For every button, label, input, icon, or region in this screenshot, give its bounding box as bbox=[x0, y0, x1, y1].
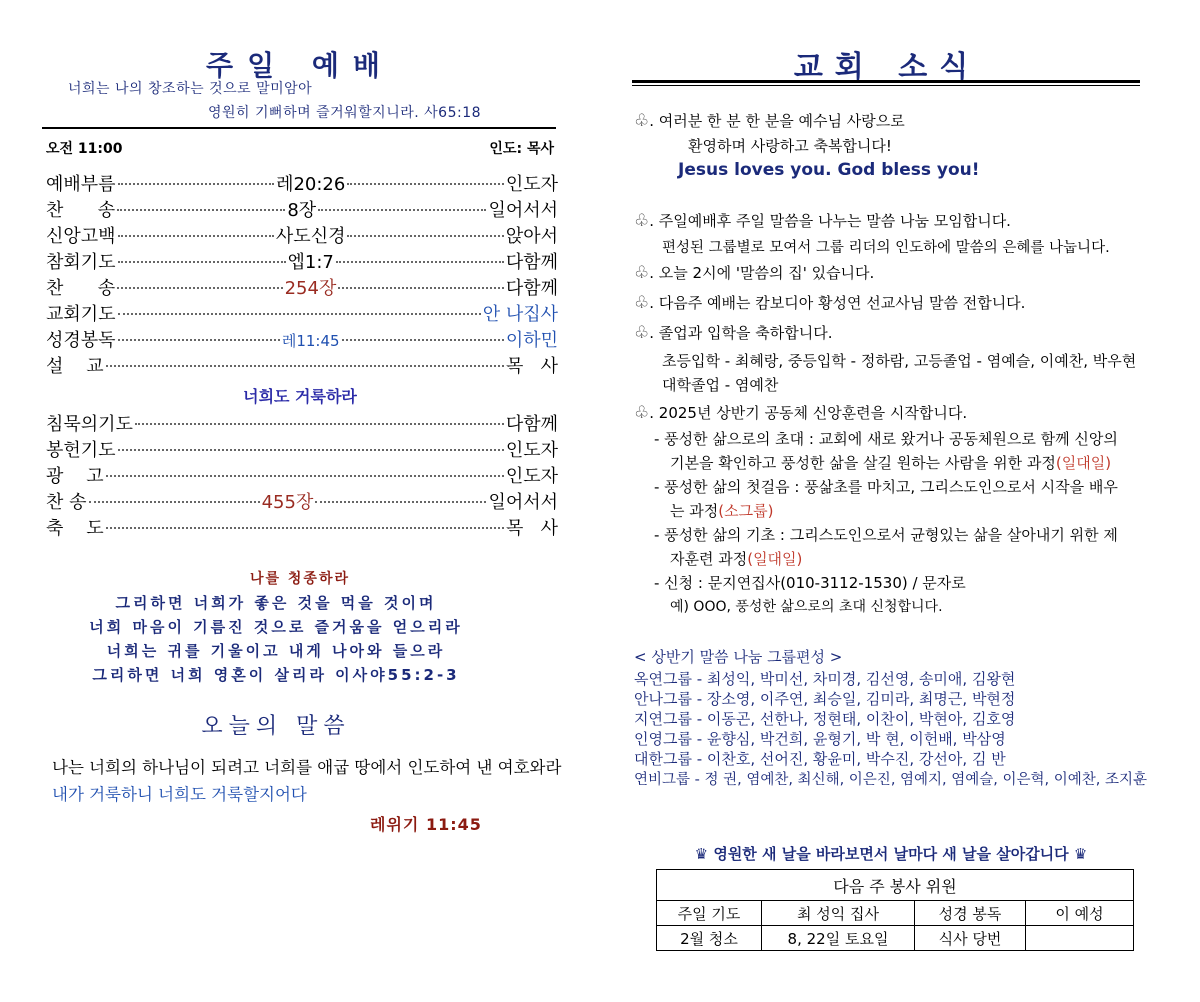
sermon-title: 너희도 거룩하라 bbox=[243, 387, 357, 406]
training-line: - 신청 : 문지연집사(010-3112-1530) / 문자로 bbox=[654, 574, 966, 592]
table-cell bbox=[1026, 926, 1134, 951]
order-role: 일어서서 bbox=[488, 200, 559, 221]
news-item: ♧. 다음주 예배는 캄보디아 황성연 선교사님 말씀 전합니다. bbox=[634, 293, 1026, 313]
crown-icon: ♛ bbox=[1073, 845, 1088, 863]
order-ref: 8장 bbox=[287, 200, 317, 221]
table-cell: 8, 22일 토요일 bbox=[762, 926, 915, 951]
order-label: 교회기도 bbox=[46, 304, 116, 325]
divider bbox=[632, 85, 1140, 86]
order-role: 인도자 bbox=[505, 466, 558, 487]
tag: (소그룹) bbox=[718, 502, 774, 520]
welcome-line-1: ♧. 여러분 한 분 한 분을 예수님 사랑으로 bbox=[634, 111, 905, 131]
order-row bbox=[46, 326, 558, 352]
order-row bbox=[46, 514, 558, 540]
order-role: 앉아서 bbox=[505, 226, 559, 247]
duty-table bbox=[656, 869, 1134, 951]
order-row bbox=[46, 222, 558, 248]
table-cell: 이 예성 bbox=[1026, 901, 1134, 926]
todays-word-line-2: 내가 거룩하니 너희도 거룩할지어다 bbox=[52, 785, 307, 804]
tag: (일대일) bbox=[747, 550, 803, 568]
training-line: - 풍성한 삶의 첫걸음 : 풍삶초를 마치고, 그리스도인으로서 시작을 배우 bbox=[654, 478, 1118, 496]
group-line: 옥연그룹 - 최성익, 박미선, 차미경, 김선영, 송미애, 김왕현 bbox=[634, 670, 1016, 688]
group-line: 연비그룹 - 정 권, 염예찬, 최신해, 이은진, 염예지, 염예슬, 이은혁, 이예찬, 조지훈 bbox=[634, 772, 1148, 788]
table-cell: 성경 봉독 bbox=[915, 901, 1026, 926]
order-role: 인도자 bbox=[505, 440, 558, 461]
order-role: 인도자 bbox=[505, 174, 558, 195]
order-ref: 사도신경 bbox=[275, 226, 346, 247]
news-title: 교회 소식 bbox=[793, 50, 981, 85]
top-verse-line-2: 영원히 기뻐하며 즐거워할지니라. 사65:18 bbox=[208, 105, 482, 121]
news-item: ♧. 오늘 2시에 '말씀의 집' 있습니다. bbox=[634, 263, 875, 283]
listen-heading: 나를 청종하라 bbox=[249, 571, 351, 587]
table-cell: 최 성익 집사 bbox=[762, 901, 915, 926]
training-line: - 풍성한 삶으로의 초대 : 교회에 새로 왔거나 공동체원으로 함께 신앙의 bbox=[654, 430, 1118, 448]
order-label: 찬 송 bbox=[46, 200, 116, 221]
poem-line: 그리하면 너희가 좋은 것을 먹을 것이며 bbox=[115, 594, 437, 612]
clover-icon: ♧ bbox=[634, 111, 650, 131]
service-leader: 인도: 목사 bbox=[489, 141, 554, 157]
duty-header: 다음 주 봉사 위원 bbox=[657, 870, 1134, 901]
group-line: 지연그룹 - 이동곤, 선한나, 정현태, 이찬이, 박현아, 김호영 bbox=[634, 710, 1016, 728]
divider bbox=[632, 80, 1140, 83]
order-row bbox=[46, 196, 558, 222]
welcome-english: Jesus loves you. God bless you! bbox=[678, 160, 980, 180]
poem-line: 너희 마음이 기름진 것으로 즐거움을 얻으리라 bbox=[89, 618, 463, 636]
order-label: 침묵의기도 bbox=[46, 414, 133, 435]
training-line: - 풍성한 삶의 기초 : 그리스도인으로서 균형있는 삶을 살아내기 위한 제 bbox=[654, 526, 1118, 544]
divider bbox=[42, 127, 556, 129]
training-line: 예) OOO, 풍성한 삶으로의 초대 신청합니다. bbox=[670, 599, 943, 615]
order-label: 성경봉독 bbox=[46, 330, 116, 351]
news-sub: 편성된 그룹별로 모여서 그룹 리더의 인도하에 말씀의 은혜를 나눕니다. bbox=[662, 240, 1110, 256]
welcome-line-2: 환영하며 사랑하고 축복합니다! bbox=[688, 137, 892, 155]
order-role: 이하민 bbox=[505, 330, 559, 351]
order-role: 목 사 bbox=[506, 518, 558, 539]
worship-title: 주일 예배 bbox=[206, 49, 394, 82]
group-line: 안나그룹 - 장소영, 이주연, 최승일, 김미라, 최명근, 박현정 bbox=[634, 690, 1016, 708]
order-row bbox=[46, 488, 558, 514]
order-label: 설 교 bbox=[46, 356, 104, 377]
table-row bbox=[657, 926, 1134, 951]
news-item: ♧. 주일예배후 주일 말씀을 나누는 말씀 나눔 모임합니다. bbox=[634, 211, 1011, 231]
order-role: 목 사 bbox=[506, 356, 558, 377]
order-row bbox=[46, 300, 558, 326]
training-line: 는 과정(소그룹) bbox=[670, 502, 774, 520]
order-ref: 레20:26 bbox=[276, 174, 346, 195]
order-role: 일어서서 bbox=[488, 492, 558, 513]
order-row bbox=[46, 410, 558, 436]
poem-line: 너희는 귀를 기울이고 내게 나아와 들으라 bbox=[106, 642, 446, 660]
training-line: 자훈련 과정(일대일) bbox=[670, 550, 803, 568]
order-label: 축 도 bbox=[46, 518, 104, 539]
order-label: 신앙고백 bbox=[46, 226, 116, 247]
order-row bbox=[46, 462, 558, 488]
table-cell: 식사 당번 bbox=[915, 926, 1026, 951]
group-line: 대한그룹 - 이찬호, 선어진, 황윤미, 박수진, 강선아, 김 반 bbox=[634, 750, 1006, 768]
order-row bbox=[46, 170, 558, 196]
top-verse-line-1: 너희는 나의 창조하는 것으로 말미암아 bbox=[68, 81, 313, 97]
clover-icon: ♧ bbox=[634, 293, 650, 313]
tag: (일대일) bbox=[1055, 454, 1112, 472]
clover-icon: ♧ bbox=[634, 211, 650, 231]
order-role: 다함께 bbox=[505, 414, 558, 435]
table-cell: 주일 기도 bbox=[657, 901, 762, 926]
table-row bbox=[657, 901, 1134, 926]
order-label: 찬 송 bbox=[46, 492, 87, 513]
order-label: 봉헌기도 bbox=[46, 440, 116, 461]
group-line: 인영그룹 - 윤향심, 박건희, 윤형기, 박 현, 이헌배, 박삼영 bbox=[634, 730, 1006, 748]
order-ref: 엡1:7 bbox=[287, 252, 334, 273]
todays-word-ref: 레위기 11:45 bbox=[370, 815, 482, 834]
order-label: 예배부름 bbox=[46, 174, 116, 195]
poem-line: 그리하면 너희 영혼이 살리라 이사야55:2-3 bbox=[92, 666, 460, 684]
order-ref: 455장 bbox=[261, 492, 314, 513]
clover-icon: ♧ bbox=[634, 403, 650, 423]
todays-word-title: 오늘의 말씀 bbox=[201, 714, 351, 739]
order-role: 안 나집사 bbox=[482, 304, 558, 325]
training-line: 기본을 확인하고 풍성한 삶을 살길 원하는 사람을 위한 과정(일대일) bbox=[670, 454, 1112, 472]
order-label: 찬 송 bbox=[46, 278, 116, 299]
news-item: ♧. 졸업과 입학을 축하합니다. bbox=[634, 323, 833, 343]
order-label: 참회기도 bbox=[46, 252, 116, 273]
news-item: ♧. 2025년 상반기 공동체 신앙훈련을 시작합니다. bbox=[634, 403, 968, 423]
groups-title: < 상반기 말씀 나눔 그룹편성 > bbox=[634, 648, 843, 666]
order-label: 광 고 bbox=[46, 466, 104, 487]
order-row bbox=[46, 248, 558, 274]
news-sub: 초등입학 - 최혜랑, 중등입학 - 정하람, 고등졸업 - 염예슬, 이예찬, 박우현 bbox=[662, 352, 1137, 370]
order-ref: 레11:45 bbox=[281, 332, 340, 350]
clover-icon: ♧ bbox=[634, 323, 650, 343]
crown-icon: ♛ bbox=[694, 845, 709, 863]
service-time: 오전 11:00 bbox=[46, 141, 123, 157]
order-row bbox=[46, 274, 558, 300]
motto: ♛ 영원한 새 날을 바라보면서 날마다 새 날을 살아갑니다 ♛ bbox=[694, 845, 1088, 863]
clover-icon: ♧ bbox=[634, 263, 650, 283]
news-sub: 대학졸업 - 염예찬 bbox=[662, 376, 779, 394]
todays-word-line-1: 나는 너희의 하나님이 되려고 너희를 애굽 땅에서 인도하여 낸 여호와라 bbox=[52, 758, 562, 777]
order-role: 다함께 bbox=[505, 252, 558, 273]
order-row bbox=[46, 436, 558, 462]
order-ref: 254장 bbox=[284, 278, 337, 299]
order-role: 다함께 bbox=[505, 278, 558, 299]
order-row bbox=[46, 352, 558, 378]
table-cell: 2월 청소 bbox=[657, 926, 762, 951]
